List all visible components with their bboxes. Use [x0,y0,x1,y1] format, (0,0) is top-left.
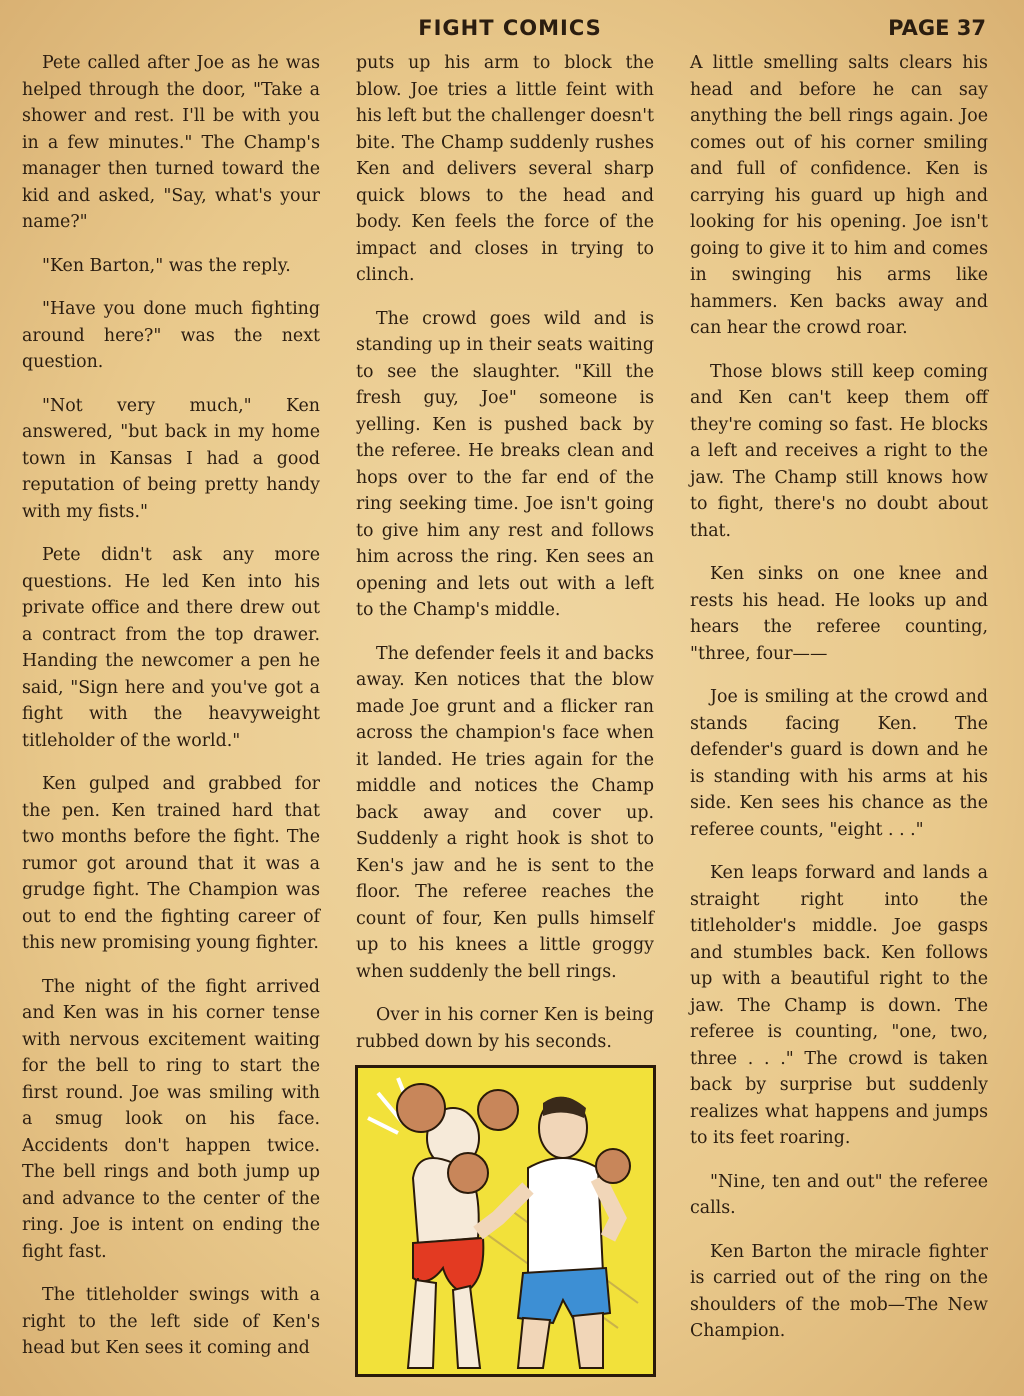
page-number: PAGE 37 [888,16,986,40]
text-column-right [690,50,988,1362]
paragraph: The titleholder swings with a right to the left side of Ken's head but Ken sees it coming and [22,1285,320,1358]
paragraph: "Have you done much fighting around here?" was the next question. [22,299,320,372]
paragraph: Pete called after Joe as he was helped through the door, "Take a shower and rest. I'll be with you in a few minutes." The Champ's manager then turned toward the kid and asked, "Say, what's your name?" [22,53,320,232]
paragraph: The crowd goes wild and is standing up in their seats waiting to see the slaughter. "Kill the fresh guy, Joe" someone is yelling. Ken is pushed back by the referee. He breaks clean and hops over to the far end of the ring seeking time. Joe isn't going to give him any rest and follows him across the ring. Ken sees an opening and lets out with a left to the Champ's middle. [356,308,654,620]
paragraph: Over in his corner Ken is being rubbed down by his seconds. [356,1005,654,1052]
paragraph: "Ken Barton," was the reply. [42,255,291,276]
paragraph: Pete didn't ask any more questions. He led Ken into his private office and there drew out a contract from the top drawer. Handing the newcomer a pen he said, "Sign here and you've got a fight with the heavyweight titleholder of the world." [22,545,320,751]
paragraph: "Nine, ten and out" the referee calls. [690,1171,988,1218]
paragraph: Ken Barton the miracle fighter is carried out of the ring on the shoulders of the mob—The New Champion. [690,1241,988,1341]
paragraph: Ken gulped and grabbed for the pen. Ken trained hard that two months before the fight. The rumor got around that it was a grudge fight. The Champion was out to end the fighting career of this new promising young fighter. [22,774,320,953]
magazine-title: FIGHT COMICS [418,16,602,40]
paragraph: Those blows still keep coming and Ken can't keep them off they're coming so fast. He blocks a left and receives a right to the jaw. The Champ still knows how to fight, there's no doubt about that. [690,361,988,541]
paragraph: The night of the fight arrived and Ken was in his corner tense with nervous excitement waiting for the bell to ring to start the first round. Joe was smiling with a smug look on his face. Accidents don't happen twice. The bell rings and both jump up and advance to the center of the ring. Joe is intent on ending the fight fast. [22,976,320,1262]
paragraph: Joe is smiling at the crowd and stands facing Ken. The defender's guard is down and he is standing with his arms at his side. Ken sees his chance as the referee counts, "eight . . ." [690,687,988,840]
text-column-middle [356,50,654,1072]
paragraph: "Not very much," Ken answered, "but back in my home town in Kansas I had a good reputation of being pretty handy with my fists." [22,395,320,522]
boxing-illustration-panel [355,1065,656,1377]
paragraph: Ken sinks on one knee and rests his head. He looks up and hears the referee counting, "three, four—— [690,564,988,664]
paragraph: puts up his arm to block the blow. Joe tries a little feint with his left but the challenger doesn't bite. The Champ suddenly rushes Ken and delivers several sharp quick blows to the head and body. Ken feels the force of the impact and closes in trying to clinch. [356,53,654,285]
paragraph: Ken leaps forward and lands a straight right into the titleholder's middle. Joe gasps and stumbles back. Ken follows up with a beautiful right to the jaw. The Champ is down. The referee is counting, "one, two, three . . ." The crowd is taken back by surprise but suddenly realizes what happens and jumps to its feet roaring. [690,863,988,1148]
boxing-illustration [358,1068,653,1374]
paragraph: A little smelling salts clears his head and before he can say anything the bell rings again. Joe comes out of his corner smiling and full of confidence. Ken is carrying his guard up high and looking for his opening. Joe isn't going to give it to him and comes in swinging his arms like hammers. Ken backs away and can hear the crowd roar. [690,53,988,338]
paragraph: The defender feels it and backs away. Ken notices that the blow made Joe grunt and a flicker ran across the champion's face when it landed. He tries again for the middle and notices the Champ back away and cover up. Suddenly a right hook is shot to Ken's jaw and he is sent to the floor. The referee reaches the count of four, Ken pulls himself up to his knees a little groggy when suddenly the bell rings. [356,643,654,982]
text-column-left [22,50,320,1379]
